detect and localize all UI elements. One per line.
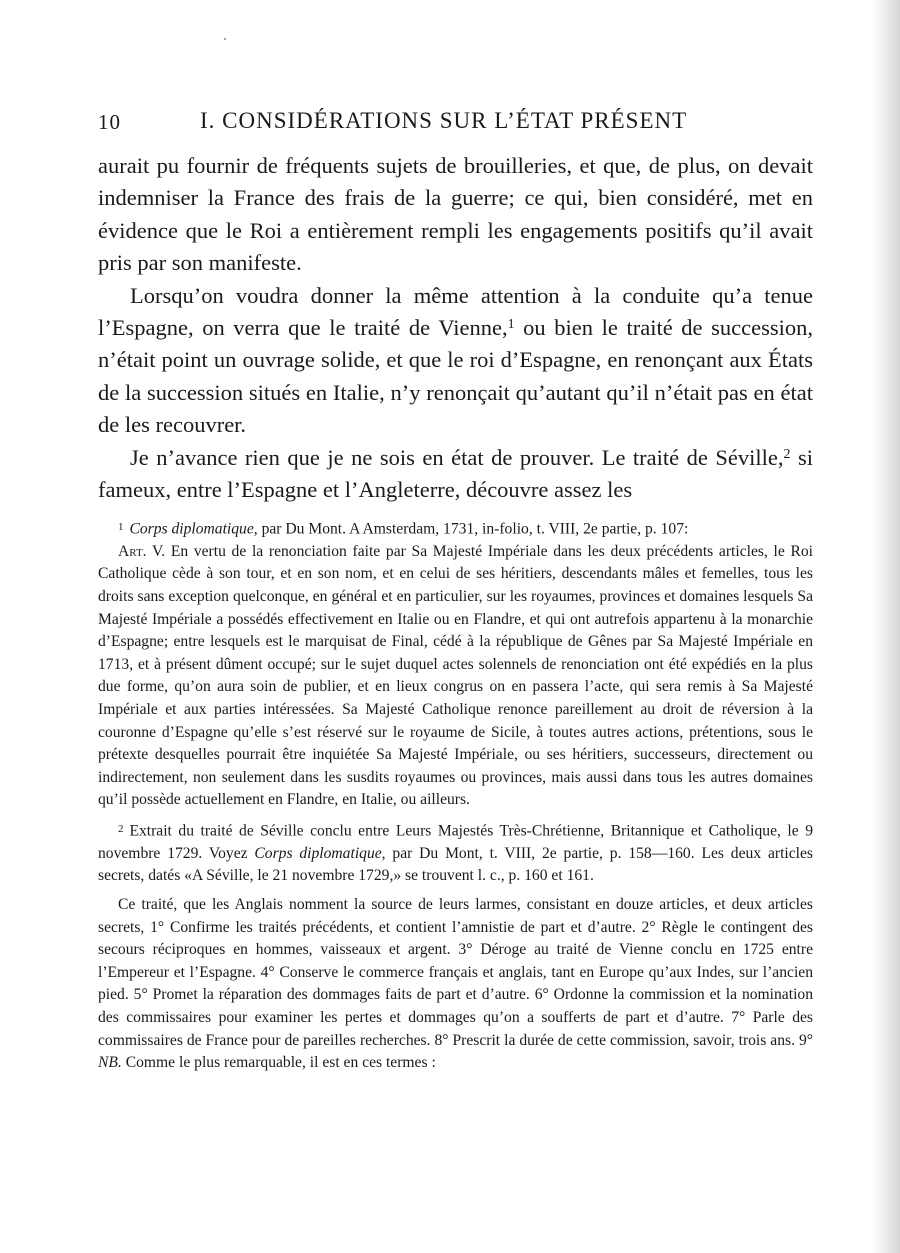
article-text: En vertu de la renonciation faite par Sa Majesté Impériale dans les deux précédents articles, le Roi Catholique cède à son tour, et en son nom, et en celui de ses héritiers, descendants mâles et femelles, tous les droits sans exception quelconque, en général et en particulier, sur les royaumes, provinces et domaines lesquels Sa Majesté Impériale a possédés effectivement en Italie ou en Flandre, et qui ont autrefois appartenu à la monarchie d’Espagne; entre lesquels est le marquisat de Final, cédé à la république de Gênes par Sa Majesté Impériale en 1713, et à présent dûment occupé; sur le sujet duquel actes solennels de renonciation ont été expédiés en la plus due forme, qu’on aura soin de publier, et en lieux congrus on en passera l’acte, qui sera remis à Sa Majesté Impériale et aux parties intéressées. Sa Majesté Catholique renonce pareillement au droit de réversion à la couronne d’Espagne qu’elle s’est réservé sur le royaume de Sicile, à toutes autres actions, prétentions, sous le prétexte desquelles pourrait être inquiétée Sa Majesté Impériale, ou ses héritiers, successeurs, directement ou indirectement, non seulement dans les susdits royaumes ou provinces, mais aussi dans tous les autres domaines qu’il possède actuellement en Flandre, en Italie, ou ailleurs. (98, 542, 813, 809)
footnote-1 (98, 516, 813, 541)
footnote-2-text-a: Extrait du traité de Séville conclu entre Leurs Majestés Très-Chrétienne, Britannique et Catholique, le 9 novembre 1729. Voyez (98, 822, 813, 862)
page-speck (224, 38, 226, 40)
footnote-3-text-a: Ce traité, que les Anglais nomment la source de leurs larmes, consistant en douze articles, et deux articles secrets, 1° Confirme les traités précédents, et contient l’amnistie de part et d’autre. 2° Règle le contingent des secours réciproques en hommes, vaisseaux et argent. 3° Déroge au traité de Vienne conclu en 1725 entre l’Empereur et l’Espagne. 4° Conserve le commerce français et anglais, tant en Europe qu’aux Indes, sur l’ancien pied. 5° Promet la réparation des dommages faits de part et d’autre. 6° Ordonne la commission et la nomination des commissaires pour examiner les pertes et dommages qu’on a soufferts de part et d’autre. 7° Parle des commissaires de France pour de pareilles recherches. 8° Prescrit la durée de cette commission, savoir, trois ans. 9° (98, 896, 813, 1049)
footnote-ref-2[interactable]: 2 (783, 446, 791, 462)
footnote-2-mark: 2 (118, 822, 124, 835)
paragraph-2 (98, 280, 813, 442)
running-title: I. CONSIDÉRATIONS SUR L’ÉTAT PRÉSENT (200, 108, 688, 133)
paragraph-3-part-a: Je n’avance rien que je ne sois en état de prouver. Le traité de Séville, (130, 444, 784, 470)
footnote-1-article (98, 541, 813, 812)
running-header (98, 108, 818, 138)
footnote-ref-1[interactable]: 1 (507, 317, 515, 333)
footnote-2 (98, 818, 813, 888)
paragraph-1: aurait pu fournir de fréquents sujets de brouilleries, et que, de plus, on devait indemniser la France des frais de la guerre; ce qui, bien considéré, met en évidence que le Roi a entièrement rempli les engagements positifs qu’il avait pris par son manifeste. (98, 153, 813, 276)
paragraph-2-part-b: ou bien le traité de succession, n’était point un ouvrage solide, et que le roi d’Espagne, en renonçant aux États de la succession situés en Italie, n’y renonçait qu’autant qu’il n’était pas en état de les recouvrer. (98, 315, 813, 438)
footnote-2-text-b: par Du Mont, t. VIII, 2e partie, p. 158—160. Les deux articles secrets, datés «A Séville, le 21 novembre 1729,» se trouvent l. c., p. 160 et 161. (98, 844, 813, 885)
paragraph-3 (98, 442, 813, 507)
page-edge-shadow (872, 0, 900, 1253)
footnote-1-mark: 1 (118, 521, 124, 533)
footnote-2-title: Corps diplomatique, (254, 844, 386, 862)
page-number: 10 (98, 110, 121, 134)
main-text (98, 150, 813, 506)
footnote-1-text: , par Du Mont. A Amsterdam, 1731, in-folio, t. VIII, 2e partie, p. 107: (253, 520, 689, 538)
footnote-1-title: Corps diplomatique (129, 520, 254, 538)
footnote-2-continued (98, 894, 813, 1075)
footnotes (98, 516, 813, 1075)
footnote-3-text-b: Comme le plus remarquable, il est en ces termes : (121, 1054, 436, 1072)
nb-mark: NB. (98, 1054, 122, 1072)
article-label: Art. V. (118, 542, 166, 560)
paragraph-2-part-a: Lorsqu’on voudra donner la même attention à la conduite qu’a tenue l’Espagne, on verra que le traité de Vienne, (98, 282, 813, 341)
paragraph-3-part-b: si fameux, entre l’Espagne et l’Angleterre, découvre assez les (98, 444, 813, 503)
